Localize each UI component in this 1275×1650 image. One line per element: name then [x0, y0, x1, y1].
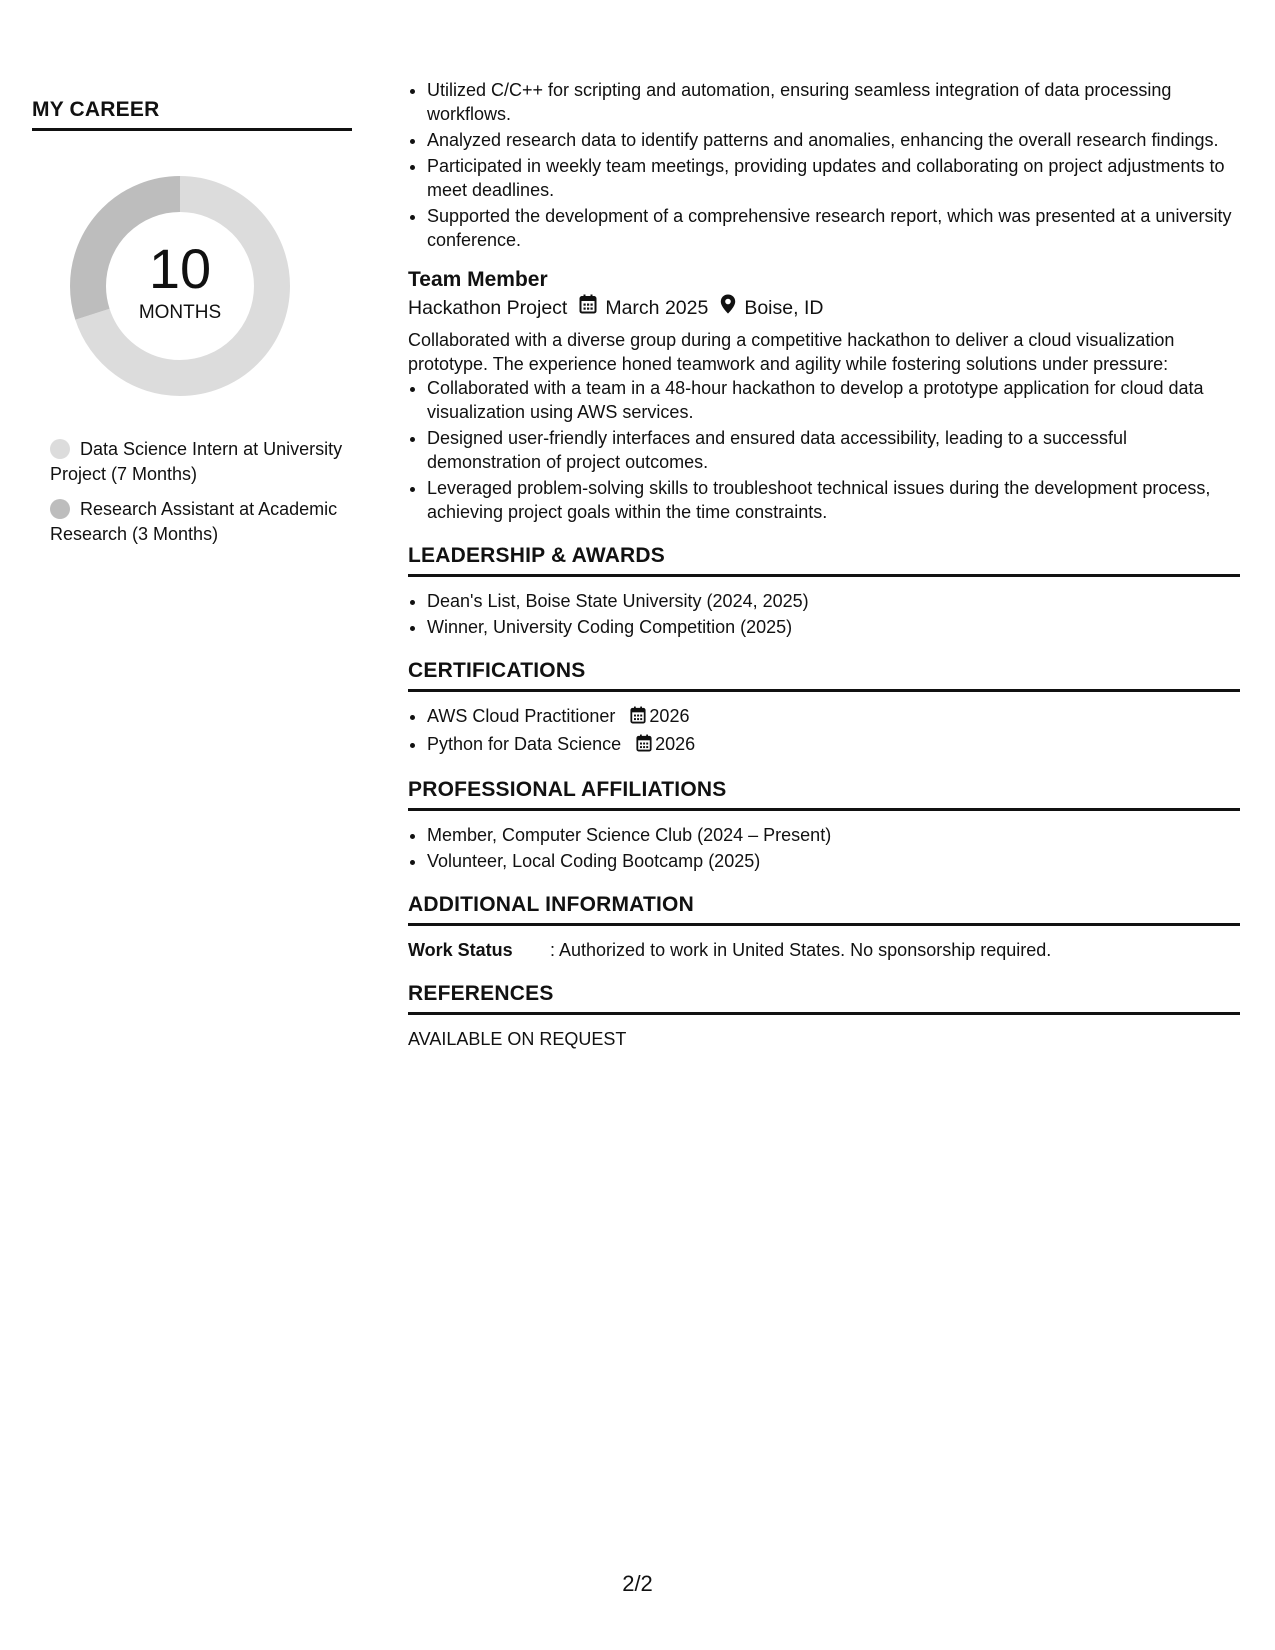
awards-list: [408, 589, 1240, 639]
job-bullet: • Designed user-friendly interfaces and ensured data accessibility, leading to a successful demonstration of project outcomes.: [427, 426, 1240, 474]
affiliation-item: • Member, Computer Science Club (2024 – Present): [427, 823, 1240, 847]
certifications-section: [408, 657, 1240, 758]
certification-year: 2026: [649, 706, 690, 726]
references-section: [408, 980, 1240, 1051]
certification-item: [427, 732, 1240, 758]
references-text: AVAILABLE ON REQUEST: [408, 1029, 627, 1049]
calendar-icon: [579, 294, 597, 322]
certification-year: 2026: [655, 734, 696, 754]
certifications-heading: CERTIFICATIONS: [408, 657, 1240, 692]
experience-bullet: • Supported the development of a comprehensive research report, which was presented at a university conference.: [427, 204, 1240, 252]
legend-dot-icon: [50, 499, 70, 519]
career-total-number: 10: [148, 237, 212, 300]
affiliation-item: • Volunteer, Local Coding Bootcamp (2025): [427, 849, 1240, 873]
certification-item: [427, 704, 1240, 730]
job-organization: Hackathon Project: [408, 297, 568, 319]
certification-name: Python for Data Science: [427, 734, 622, 754]
career-legend-item: [50, 497, 352, 547]
map-pin-icon: [720, 294, 736, 322]
affiliations-heading: PROFESSIONAL AFFILIATIONS: [408, 776, 1240, 811]
career-legend-text: Research Assistant at Academic Research (3 Months): [50, 499, 338, 544]
award-item: • Dean's List, Boise State University (2024, 2025): [427, 589, 1240, 613]
job-summary: Collaborated with a diverse group during a competitive hackathon to deliver a cloud visualization prototype. The experience honed teamwork and agility while fostering solutions under pressure:: [408, 330, 1175, 374]
work-status-label: Work Status: [408, 940, 513, 960]
experience-bullet: • Utilized C/C++ for scripting and automation, ensuring seamless integration of data processing workflows.: [427, 78, 1240, 126]
affiliations-list: [408, 823, 1240, 873]
job-bullet: • Leveraged problem-solving skills to troubleshoot technical issues during the development process, achieving project goals within the time constraints.: [427, 476, 1240, 524]
page-number: 2/2: [622, 1571, 653, 1596]
career-legend-text: Data Science Intern at University Project (7 Months): [50, 439, 343, 484]
affiliations-section: [408, 776, 1240, 873]
certifications-list: [408, 704, 1240, 758]
additional-section: [408, 891, 1240, 962]
certification-name: AWS Cloud Practitioner: [427, 706, 616, 726]
work-status-value: : Authorized to work in United States. No sponsorship required.: [550, 940, 1052, 960]
awards-section: [408, 542, 1240, 639]
calendar-icon: [630, 706, 646, 730]
experience-bullet: • Participated in weekly team meetings, providing updates and collaborating on project adjustments to meet deadlines.: [427, 154, 1240, 202]
career-heading: MY CAREER: [32, 96, 352, 131]
career-total: [65, 171, 295, 401]
job-title: Team Member: [408, 268, 548, 291]
left-column: [32, 96, 352, 557]
experience-bullet: • Analyzed research data to identify patterns and anomalies, enhancing the overall research findings.: [427, 128, 1240, 152]
job-location: Boise, ID: [744, 297, 824, 319]
job-date: March 2025: [605, 297, 709, 319]
job-bullet: • Collaborated with a team in a 48-hour hackathon to develop a prototype application for cloud data visualization using AWS services.: [427, 376, 1240, 424]
additional-heading: ADDITIONAL INFORMATION: [408, 891, 1240, 926]
references-heading: REFERENCES: [408, 980, 1240, 1015]
job-bullets: [408, 376, 1240, 524]
work-status-row: [408, 938, 1240, 962]
career-donut-chart: [65, 171, 295, 401]
career-legend-item: [50, 437, 352, 487]
calendar-icon: [636, 734, 652, 758]
right-column: [408, 78, 1240, 1051]
career-legend: [50, 437, 352, 547]
awards-heading: LEADERSHIP & AWARDS: [408, 542, 1240, 577]
award-item: • Winner, University Coding Competition (2025): [427, 615, 1240, 639]
career-total-unit: MONTHS: [138, 302, 222, 323]
experience-bullets: [408, 78, 1240, 252]
job-meta: [408, 294, 1240, 322]
legend-dot-icon: [50, 439, 70, 459]
